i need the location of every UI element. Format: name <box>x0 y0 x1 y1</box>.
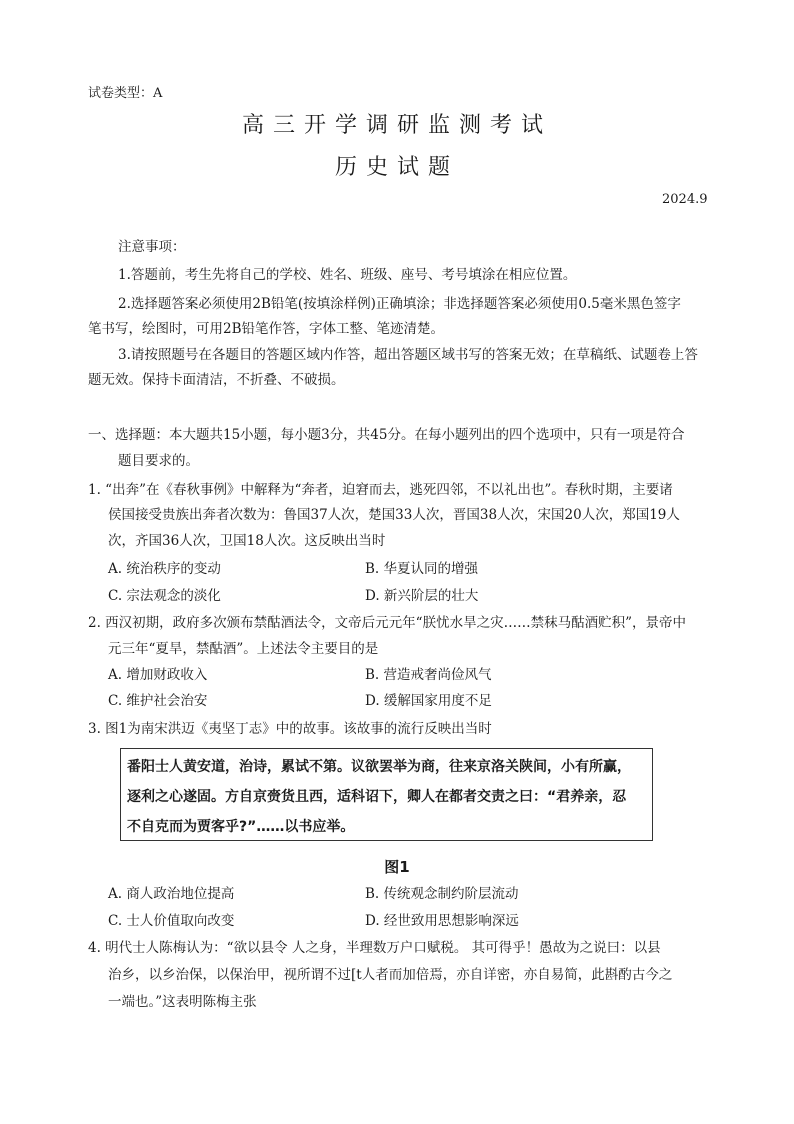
q1-option-a: A. 统治秩序的变动 <box>108 561 221 577</box>
note-line: 3.请按照题号在各题目的答题区域内作答，超出答题区域书写的答案无效；在草稿纸、试题卷上答 <box>118 347 698 363</box>
question-2-line: 2. 西汉初期，政府多次颁布禁酤酒法令，文帝后元元年“朕忧水旱之灾……禁秣马酤酒贮积”，景帝中 <box>88 615 686 631</box>
figure-1-excerpt-box <box>120 748 653 841</box>
q3-option-a: A. 商人政治地位提高 <box>108 886 235 902</box>
note-line: 2.选择题答案必须使用2B铅笔(按填涂样例)正确填涂；非选择题答案必须使用0.5毫米黑色签字 <box>118 296 681 312</box>
q3-option-b: B. 传统观念制约阶层流动 <box>365 886 519 902</box>
excerpt-line: 不自克而为贾客乎?”……以书应举。 <box>127 819 355 835</box>
notes-heading: 注意事项： <box>118 239 186 255</box>
q1-option-c: C. 宗法观念的淡化 <box>108 588 221 604</box>
note-line: 1.答题前，考生先将自己的学校、姓名、班级、座号、考号填涂在相应位置。 <box>118 267 577 283</box>
excerpt-line: 番阳士人黄安道，治诗，累试不第。议欲罢举为商，往来京洛关陕间，小有所赢， <box>127 759 631 775</box>
q2-option-b: B. 营造戒奢尚俭风气 <box>365 667 492 683</box>
question-2-line: 元三年“夏旱，禁酤酒”。上述法令主要目的是 <box>108 641 379 657</box>
q1-option-d: D. 新兴阶层的壮大 <box>365 588 479 604</box>
question-3-line: 3. 图1为南宋洪迈《夷坚丁志》中的故事。该故事的流行反映出当时 <box>88 721 492 737</box>
exam-date: 2024.9 <box>662 192 708 207</box>
section-heading-cont: 题目要求的。 <box>118 453 199 469</box>
q1-option-b: B. 华夏认同的增强 <box>365 561 479 577</box>
exam-title: 高三开学调研监测考试 <box>241 113 552 138</box>
section-heading: 一、选择题：本大题共15小题，每小题3分，共45分。在每小题列出的四个选项中，只有一项是符合 <box>88 427 685 443</box>
question-4-line: 一端也。”这表明陈梅主张 <box>108 994 257 1010</box>
subject-title: 历史试题 <box>334 155 459 180</box>
question-4-line: 4. 明代士人陈梅认为：“欲以县令 人之身，半理数万户口赋税。 其可得乎！愚故为之说曰：以县 <box>88 940 661 956</box>
q2-option-d: D. 缓解国家用度不足 <box>365 693 492 709</box>
q3-option-d: D. 经世致用思想影响深远 <box>365 913 519 929</box>
note-line: 笔书写，绘图时，可用2B铅笔作答，字体工整、笔迹清楚。 <box>88 321 445 337</box>
paper-type: 试卷类型：A <box>88 86 163 101</box>
question-1-line: 次，齐国36人次，卫国18人次。这反映出当时 <box>108 533 386 549</box>
q2-option-c: C. 维护社会治安 <box>108 693 208 709</box>
question-1-line: 侯国接受贵族出奔者次数为：鲁国37人次，楚国33人次，晋国38人次，宋国20人次，郑国19人 <box>108 507 680 523</box>
excerpt-line: 逐利之心遂固。方自京赍货且西，适科诏下，卿人在都者交责之曰：“君养亲，忍 <box>127 789 627 805</box>
question-1-line: 1. “出奔”在《春秋事例》中解释为“奔者，迫窘而去，逃死四邻，不以礼出也”。春秋时期，主要诸 <box>88 482 673 498</box>
q3-option-c: C. 士人价值取向改变 <box>108 913 235 929</box>
q2-option-a: A. 增加财政收入 <box>108 667 208 683</box>
figure-1-label: 图1 <box>384 858 410 876</box>
question-4-line: 治乡，以乡治保，以保治甲，视所谓不过[t人者而加倍焉，亦自详密，亦自易简，此斟酌古今之 <box>108 967 673 983</box>
note-line: 题无效。保持卡面清洁，不折叠、不破损。 <box>88 372 345 388</box>
